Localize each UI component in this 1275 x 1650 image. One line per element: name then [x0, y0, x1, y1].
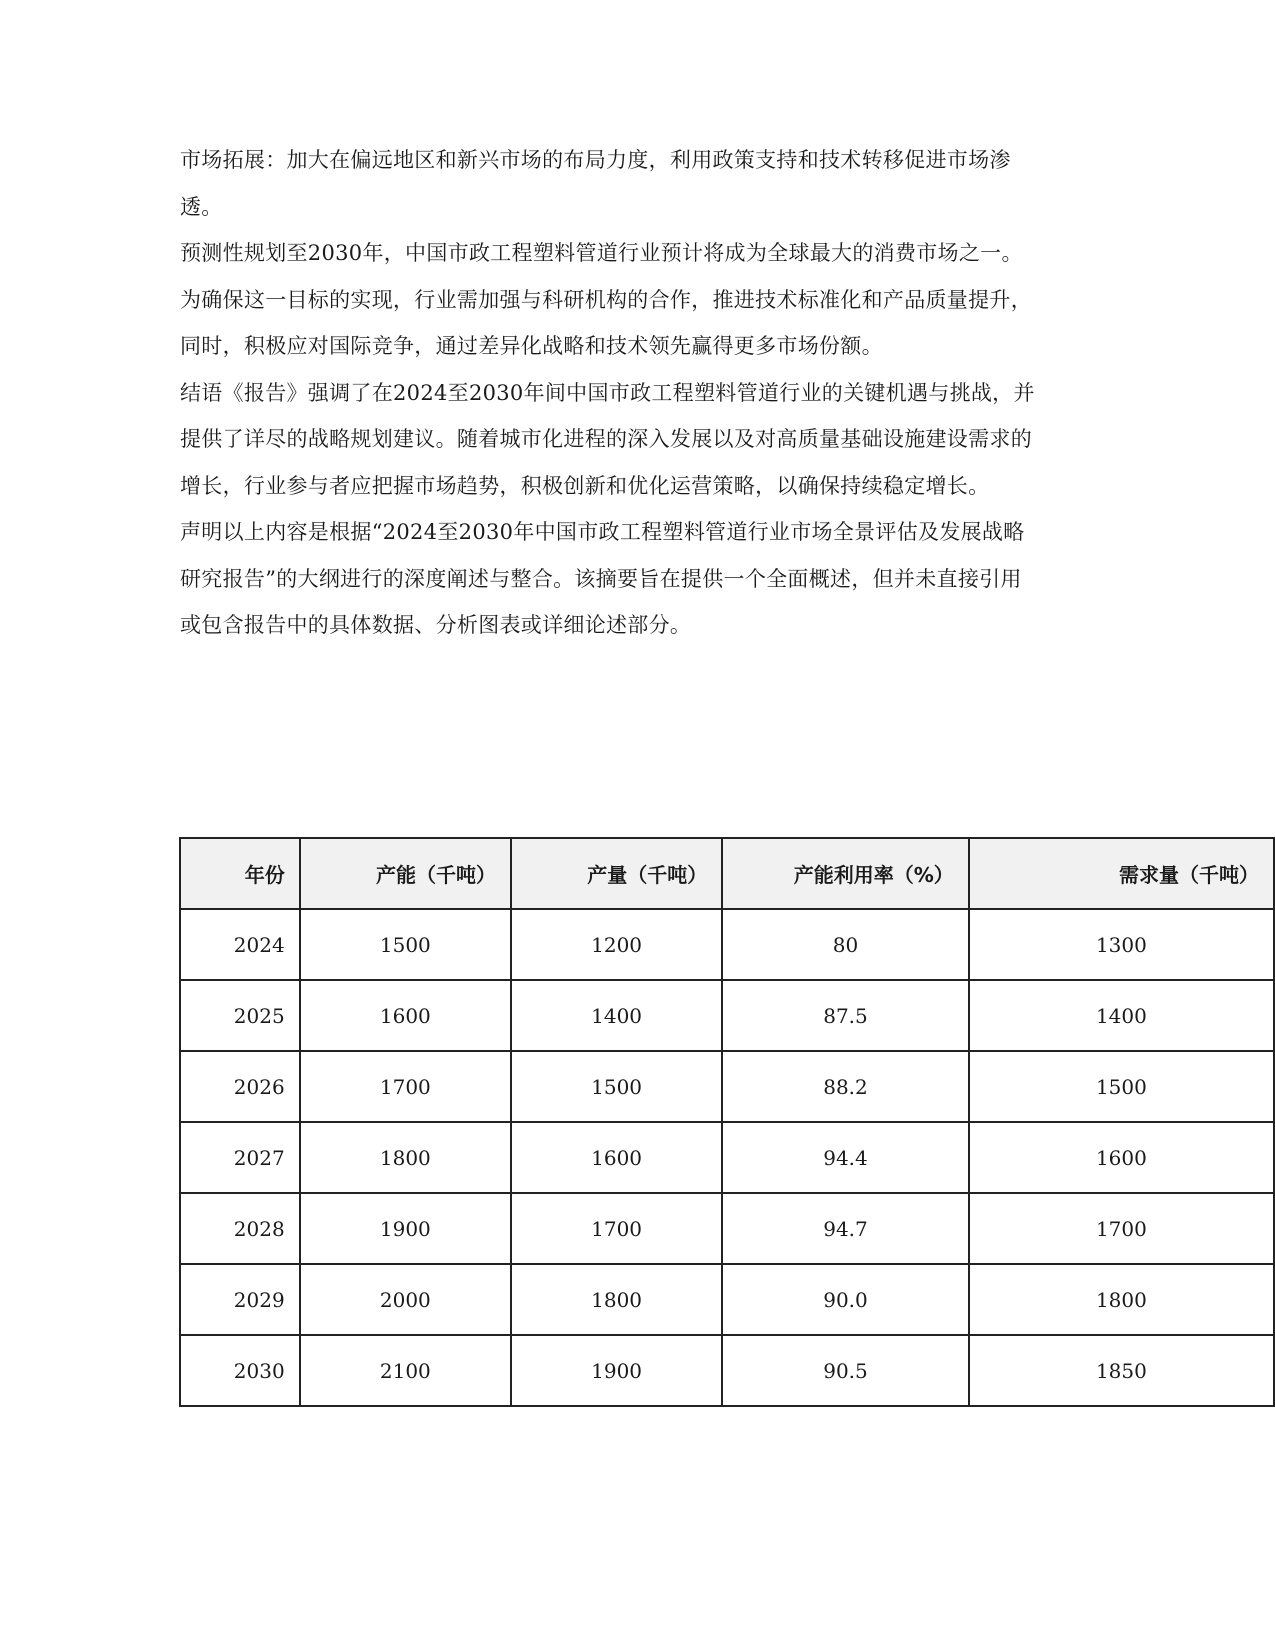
cell-output: 1400 [511, 980, 722, 1051]
cell-year: 2030 [180, 1335, 300, 1406]
table-row [180, 980, 1274, 1051]
body-text [180, 137, 1040, 649]
cell-utilization: 90.5 [722, 1335, 969, 1406]
cell-utilization: 80 [722, 909, 969, 980]
cell-capacity: 2100 [300, 1335, 511, 1406]
header-capacity: 产能（千吨） [300, 838, 511, 909]
cell-utilization: 94.7 [722, 1193, 969, 1264]
table-row [180, 1264, 1274, 1335]
table-row [180, 1335, 1274, 1406]
cell-capacity: 1600 [300, 980, 511, 1051]
cell-capacity: 1500 [300, 909, 511, 980]
table-row [180, 1122, 1274, 1193]
cell-year: 2027 [180, 1122, 300, 1193]
cell-capacity: 1800 [300, 1122, 511, 1193]
header-year: 年份 [180, 838, 300, 909]
cell-output: 1800 [511, 1264, 722, 1335]
header-demand: 需求量（千吨） [969, 838, 1274, 909]
cell-output: 1500 [511, 1051, 722, 1122]
cell-year: 2029 [180, 1264, 300, 1335]
cell-year: 2026 [180, 1051, 300, 1122]
header-output: 产量（千吨） [511, 838, 722, 909]
cell-capacity: 1900 [300, 1193, 511, 1264]
cell-demand: 1700 [969, 1193, 1274, 1264]
cell-utilization: 88.2 [722, 1051, 969, 1122]
cell-capacity: 2000 [300, 1264, 511, 1335]
table-row [180, 909, 1274, 980]
cell-utilization: 94.4 [722, 1122, 969, 1193]
cell-year: 2028 [180, 1193, 300, 1264]
cell-utilization: 87.5 [722, 980, 969, 1051]
cell-utilization: 90.0 [722, 1264, 969, 1335]
cell-demand: 1800 [969, 1264, 1274, 1335]
cell-demand: 1500 [969, 1051, 1274, 1122]
paragraph-forecast-planning: 预测性规划至2030年，中国市政工程塑料管道行业预计将成为全球最大的消费市场之一。为确保这一目标的实现，行业需加强与科研机构的合作，推进技术标准化和产品质量提升，同时，积极应对国际竞争，通过差异化战略和技术领先赢得更多市场份额。 [180, 241, 1032, 358]
cell-demand: 1400 [969, 980, 1274, 1051]
table-row [180, 1051, 1274, 1122]
capacity-demand-table [179, 837, 1275, 1407]
cell-year: 2025 [180, 980, 300, 1051]
cell-demand: 1300 [969, 909, 1274, 980]
paragraph-disclaimer: 声明以上内容是根据“2024至2030年中国市政工程塑料管道行业市场全景评估及发展战略研究报告”的大纲进行的深度阐述与整合。该摘要旨在提供一个全面概述，但并未直接引用或包含报告中的具体数据、分析图表或详细论述部分。 [180, 520, 1025, 637]
cell-demand: 1600 [969, 1122, 1274, 1193]
table-row [180, 1193, 1274, 1264]
cell-output: 1700 [511, 1193, 722, 1264]
cell-capacity: 1700 [300, 1051, 511, 1122]
cell-output: 1900 [511, 1335, 722, 1406]
cell-demand: 1850 [969, 1335, 1274, 1406]
cell-output: 1200 [511, 909, 722, 980]
header-utilization: 产能利用率（%） [722, 838, 969, 909]
table-header-row [180, 838, 1274, 909]
cell-year: 2024 [180, 909, 300, 980]
paragraph-market-expansion: 市场拓展：加大在偏远地区和新兴市场的布局力度，利用政策支持和技术转移促进市场渗透。 [180, 148, 1011, 219]
cell-output: 1600 [511, 1122, 722, 1193]
paragraph-conclusion: 结语《报告》强调了在2024至2030年间中国市政工程塑料管道行业的关键机遇与挑战，并提供了详尽的战略规划建议。随着城市化进程的深入发展以及对高质量基础设施建设需求的增长，行业参与者应把握市场趋势，积极创新和优化运营策略，以确保持续稳定增长。 [180, 380, 1035, 498]
